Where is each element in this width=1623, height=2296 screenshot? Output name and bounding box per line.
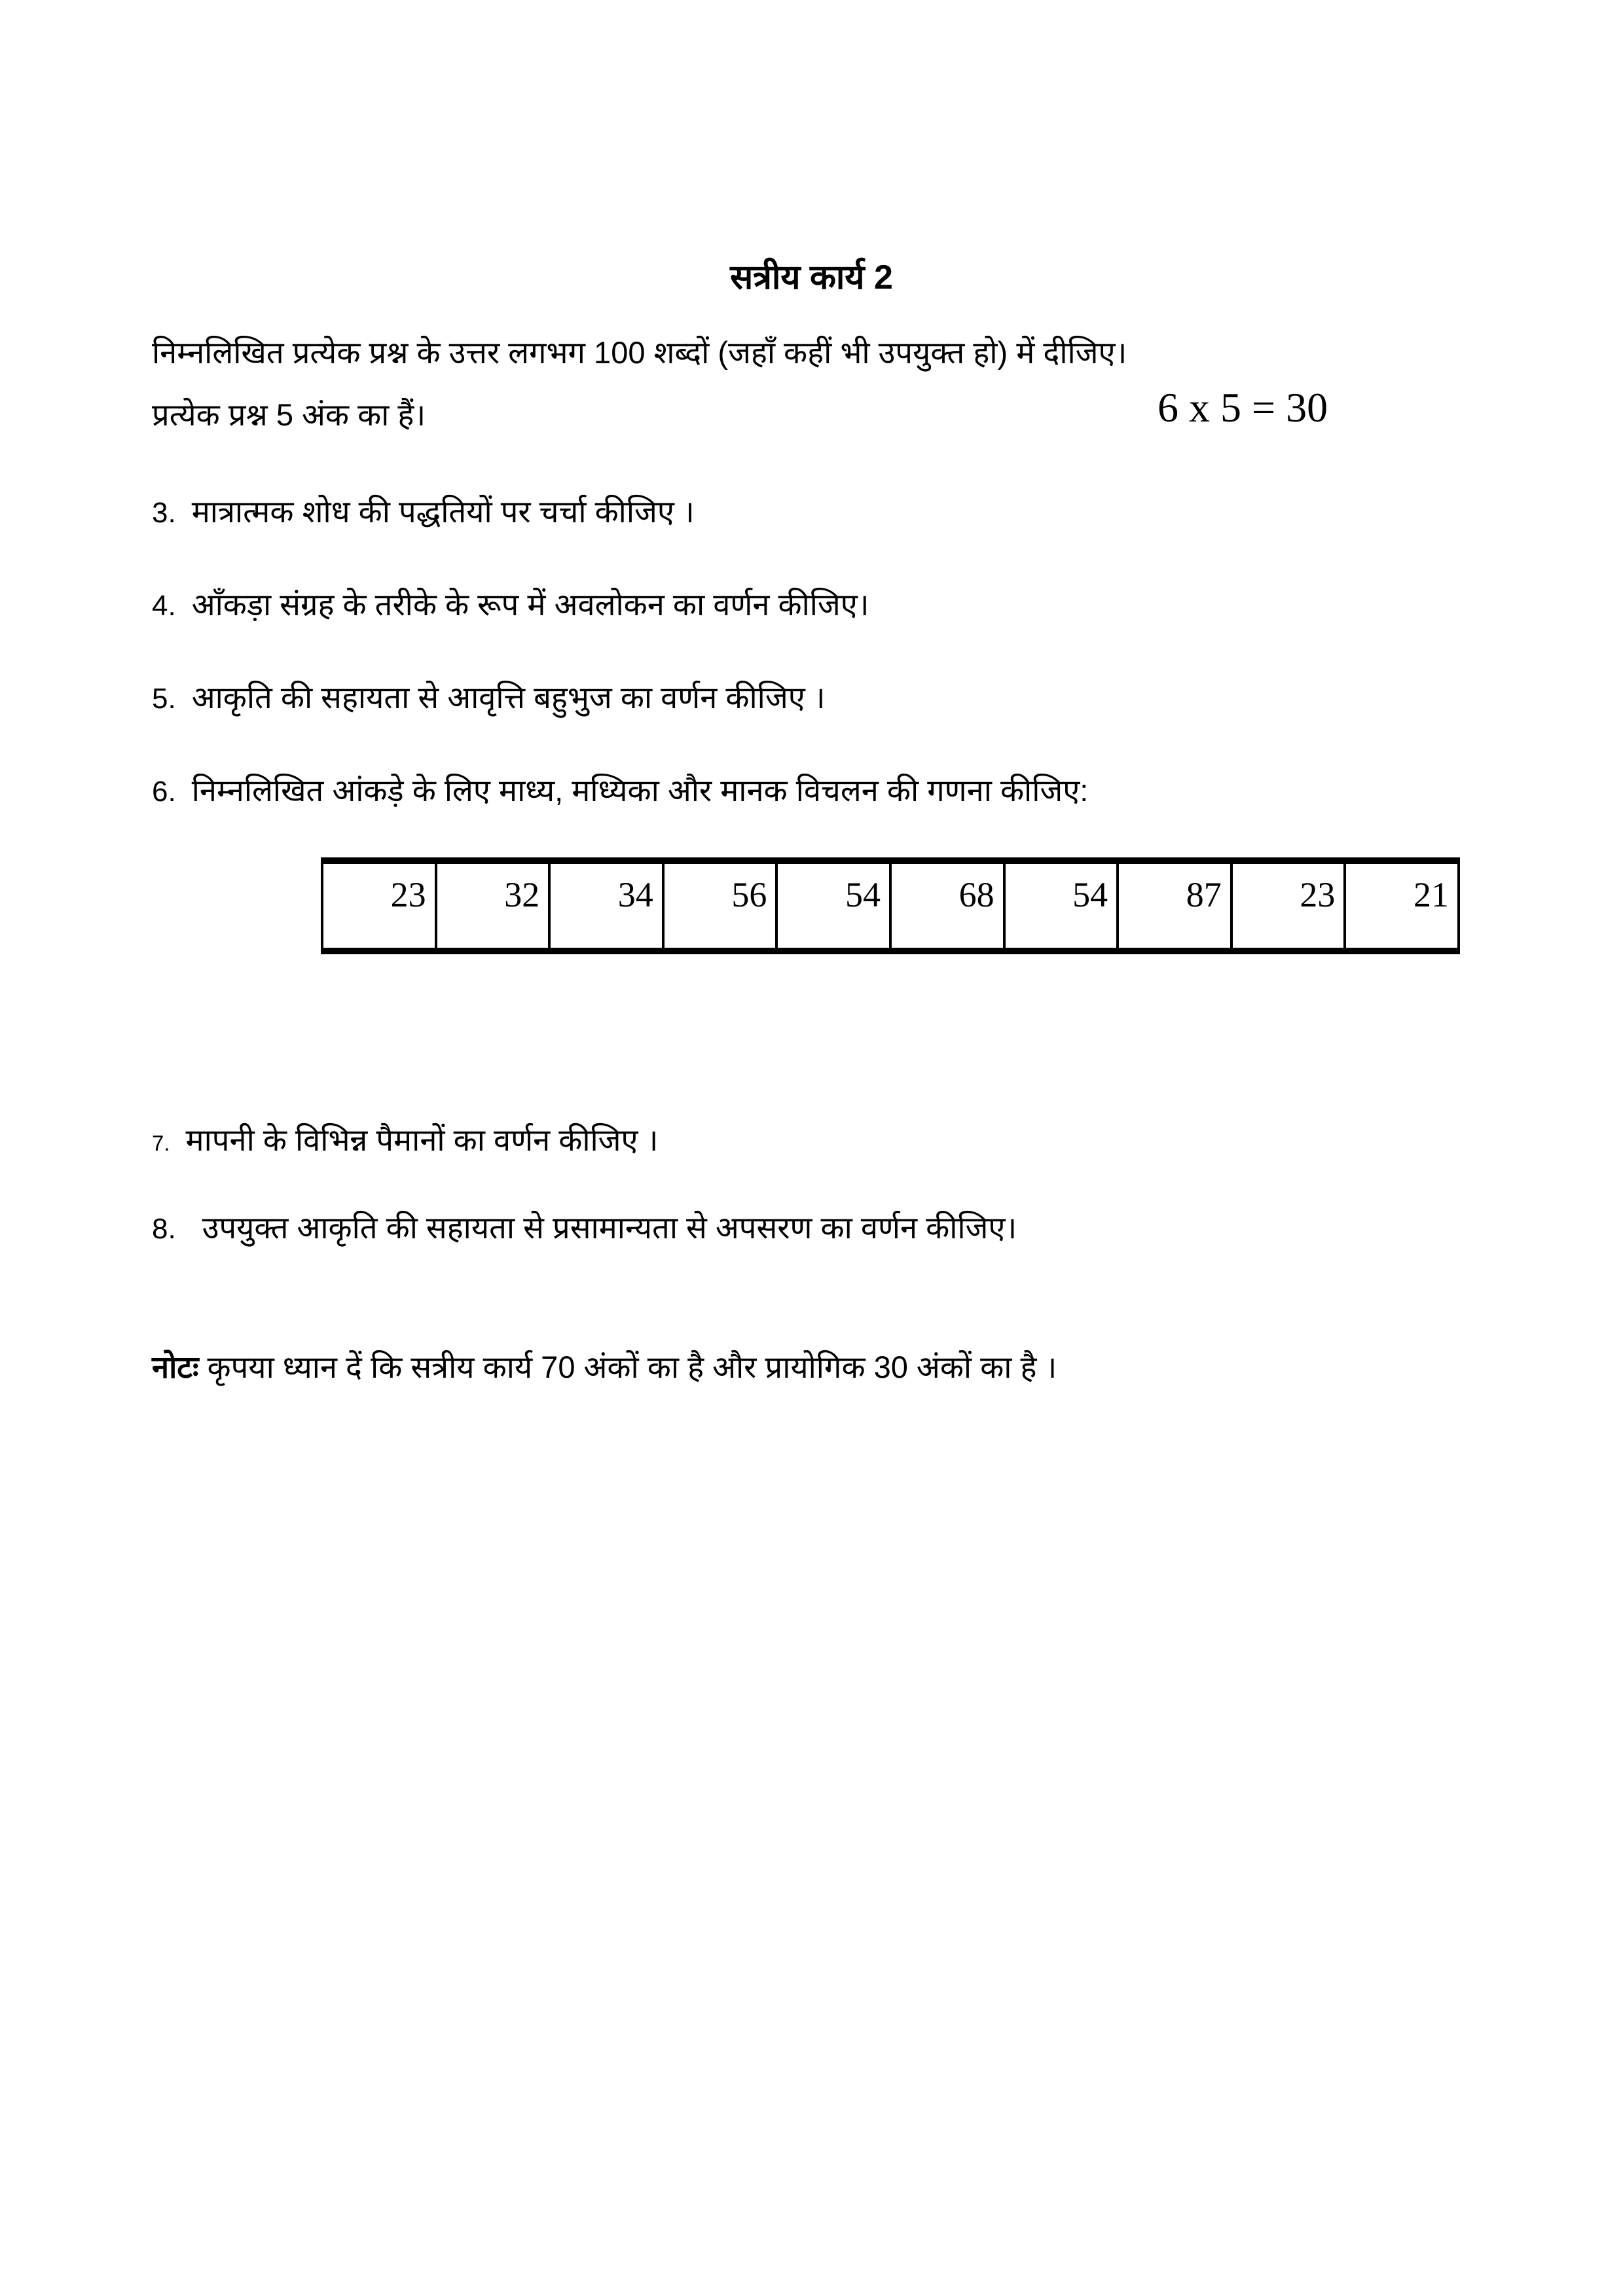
question-item-8: [152, 1206, 1017, 1247]
table-cell: 56: [665, 864, 778, 948]
question-number: 6.: [152, 776, 176, 808]
question-number: 3.: [152, 497, 176, 529]
question-item-3: [152, 490, 695, 531]
table-cell: 23: [1233, 864, 1347, 948]
question-number: 4.: [152, 590, 176, 622]
question-item-5: [152, 675, 826, 717]
table-cell: 87: [1119, 864, 1233, 948]
intro-line-1: निम्नलिखित प्रत्येक प्रश्न के उत्तर लगभग 100 शब्दों (जहाँ कहीं भी उपयुक्त हो) में दीजिए।: [152, 335, 1127, 370]
table-cell: 68: [892, 864, 1006, 948]
question-text: मापनी के विभिन्न पैमानों का वर्णन कीजिए ।: [185, 1122, 659, 1157]
table-cell: 54: [778, 864, 892, 948]
table-cell: 23: [323, 864, 437, 948]
table-cell: 34: [551, 864, 665, 948]
question-text: मात्रात्मक शोध की पद्धतियों पर चर्चा कीजिए ।: [191, 494, 695, 529]
question-text: आँकड़ा संग्रह के तरीके के रूप में अवलोकन का वर्णन कीजिए।: [191, 587, 869, 622]
table-cell: 54: [1006, 864, 1120, 948]
question-item-6: [152, 768, 1088, 810]
question-item-4: [152, 583, 869, 624]
intro-line-2: प्रत्येक प्रश्न 5 अंक का हैं।: [152, 397, 426, 432]
question-text: उपयुक्त आकृति की सहायता से प्रसामान्यता से अपसरण का वर्णन कीजिए।: [202, 1210, 1017, 1245]
question-item-7: [152, 1118, 658, 1160]
note: [152, 1345, 1057, 1387]
table-cell: 32: [437, 864, 551, 948]
data-table: [321, 857, 1460, 954]
marks-formula: 6 x 5 = 30: [1158, 384, 1328, 431]
table-cell: 21: [1413, 875, 1449, 914]
question-text: आकृति की सहायता से आवृत्ति बहुभुज का वर्णन कीजिए ।: [191, 680, 826, 715]
assignment-title: सत्रीय कार्य 2: [730, 259, 893, 296]
note-label: नोटः: [152, 1350, 199, 1384]
question-number: 8.: [152, 1213, 176, 1245]
question-text: निम्नलिखित आंकड़े के लिए माध्य, मध्यिका और मानक विचलन की गणना कीजिए:: [191, 773, 1089, 808]
note-text: कृपया ध्यान दें कि सत्रीय कार्य 70 अंकों का है और प्रायोगिक 30 अंकों का है ।: [207, 1350, 1057, 1384]
question-number: 5.: [152, 683, 176, 715]
question-number: 7.: [152, 1131, 170, 1155]
